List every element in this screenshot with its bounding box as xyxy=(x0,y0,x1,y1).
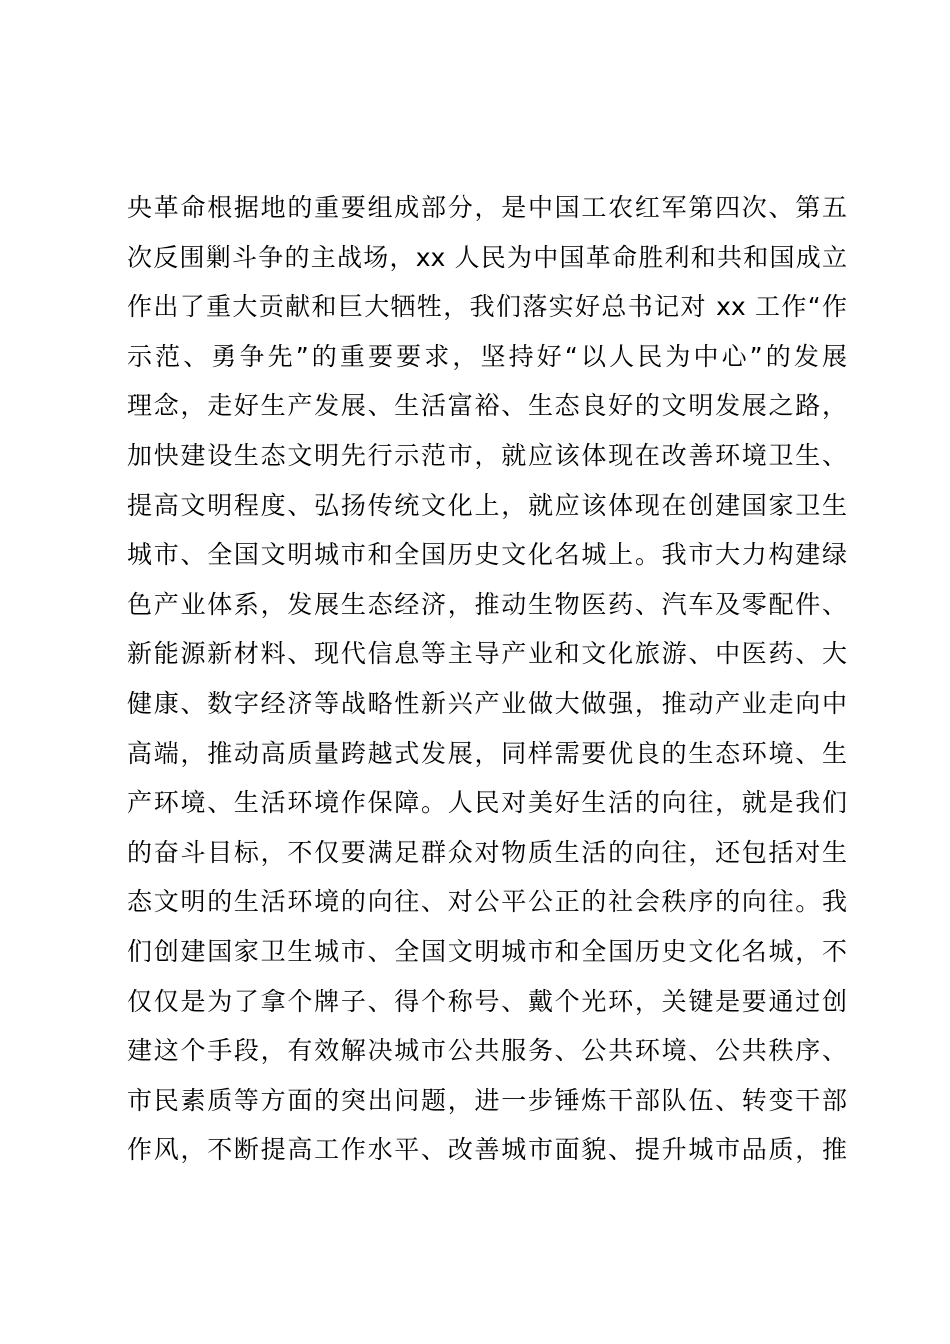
text-line: 加快建设生态文明先行示范市，就应该体现在改善环境卫生、 xyxy=(127,440,847,470)
text-line: 次反围剿斗争的主战场，xx 人民为中国革命胜利和共和国成立 xyxy=(127,242,847,272)
text-line: 高端，推动高质量跨越式发展，同样需要优良的生态环境、生 xyxy=(127,738,847,768)
text-line: 央革命根据地的重要组成部分，是中国工农红军第四次、第五 xyxy=(127,193,847,222)
text-line: 提高文明程度、弘扬传统文化上，就应该体现在创建国家卫生 xyxy=(127,490,847,520)
text-line: 理念，走好生产发展、生活富裕、生态良好的文明发展之路， xyxy=(127,391,847,421)
text-line: 示范、勇争先”的重要要求，坚持好“以人民为中心”的发展 xyxy=(127,341,847,371)
body-paragraph xyxy=(127,183,847,1175)
text-line: 市民素质等方面的突出问题，进一步锤炼干部队伍、转变干部 xyxy=(127,1085,847,1115)
text-line: 们创建国家卫生城市、全国文明城市和全国历史文化名城，不 xyxy=(127,936,847,966)
text-line: 态文明的生活环境的向往、对公平公正的社会秩序的向往。我 xyxy=(127,887,847,917)
text-line: 建这个手段，有效解决城市公共服务、公共环境、公共秩序、 xyxy=(127,1036,847,1066)
text-line: 产环境、生活环境作保障。人民对美好生活的向往，就是我们 xyxy=(127,788,847,818)
text-line: 城市、全国文明城市和全国历史文化名城上。我市大力构建绿 xyxy=(127,540,847,570)
text-line: 健康、数字经济等战略性新兴产业做大做强，推动产业走向中 xyxy=(127,688,847,718)
text-line: 作风，不断提高工作水平、改善城市面貌、提升城市品质，推 xyxy=(127,1135,847,1165)
text-line: 的奋斗目标，不仅要满足群众对物质生活的向往，还包括对生 xyxy=(127,837,847,867)
text-line: 新能源新材料、现代信息等主导产业和文化旅游、中医药、大 xyxy=(127,639,847,669)
text-line: 作出了重大贡献和巨大牺牲，我们落实好总书记对 xx 工作“作 xyxy=(127,292,847,322)
text-line: 色产业体系，发展生态经济，推动生物医药、汽车及零配件、 xyxy=(127,589,847,619)
text-line: 仅仅是为了拿个牌子、得个称号、戴个光环，关键是要通过创 xyxy=(127,986,847,1016)
